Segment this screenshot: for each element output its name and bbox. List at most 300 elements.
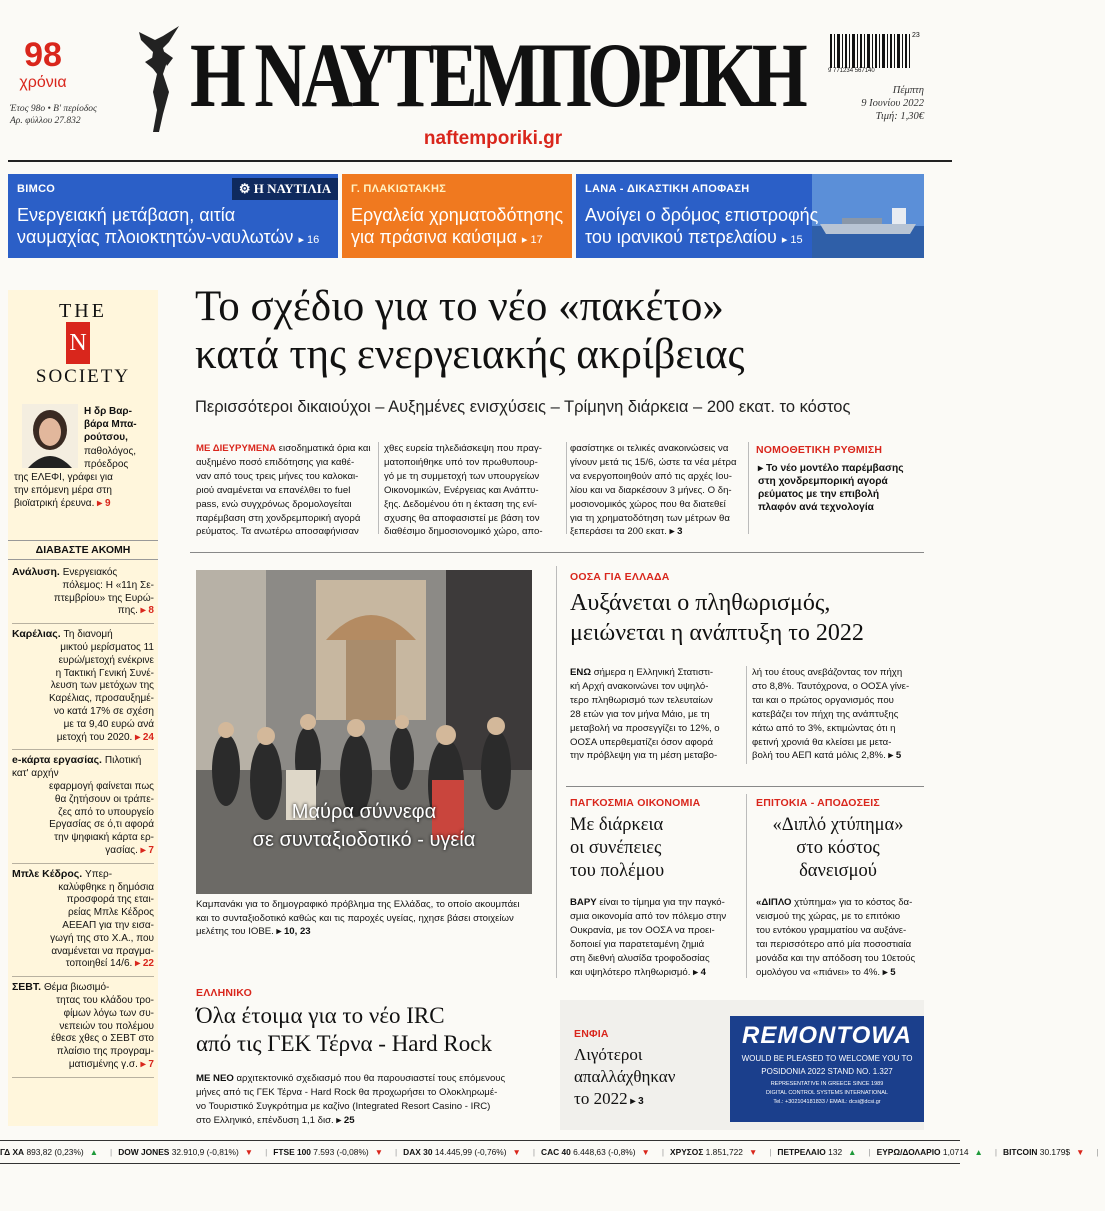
body-line xyxy=(756,896,924,910)
line-text: παρέμβαση στη χονδρεμπορική αγορά xyxy=(196,512,361,524)
line-text: την πρόβλεψη για τη μέση μεταβο- xyxy=(570,750,718,762)
item-line xyxy=(12,894,154,907)
page-ref: ▸ 16 xyxy=(298,234,320,246)
panel-line-text: για πράσινα καύσιμα xyxy=(351,227,517,247)
body-line xyxy=(570,966,740,980)
ticker-item xyxy=(541,1147,656,1157)
page-ref: ▸ 4 xyxy=(690,966,706,978)
item-lead: e-κάρτα εργασίας. xyxy=(12,754,105,767)
rates-body xyxy=(756,896,924,979)
line-text: και το συνταξιοδοτικό καθώς και τις παροχές υγείας, ηχησε βάσει στοιχείων xyxy=(196,912,514,924)
ticker-separator: | xyxy=(661,1147,665,1157)
panel-line xyxy=(351,226,563,251)
line-text: για τη χρηματοδότηση των μέτρων θα xyxy=(570,512,730,524)
legislation-blurb xyxy=(758,462,928,514)
headline-line xyxy=(574,1088,724,1113)
enfia-headline[interactable] xyxy=(574,1044,724,1113)
panel-line: Εργαλεία χρηματοδότησης xyxy=(351,205,564,225)
item-line xyxy=(12,868,154,882)
headline-line xyxy=(752,814,924,837)
body-line xyxy=(756,910,924,924)
lead-word: ΜΕ ΝΕΟ xyxy=(196,1073,237,1084)
ticker-value: 893,82 (0,23%) xyxy=(26,1147,84,1157)
line-text: ζες από το υπουργείο xyxy=(58,806,154,818)
line-text: ομολόγου να «πιάνει» το 4%. xyxy=(756,966,881,978)
society-line xyxy=(14,418,154,431)
body-line xyxy=(384,484,560,498)
overlay-line: σε συνταξιοδοτικό - υγεία xyxy=(252,829,476,851)
body-line xyxy=(570,442,746,456)
headline-line xyxy=(574,1044,724,1066)
ticker-item xyxy=(877,1147,989,1157)
line-text: ▸ Το νέο μοντέλο παρέμβασης xyxy=(758,463,904,474)
body-line xyxy=(570,525,746,539)
line-text: μονάδα και την απόδοση του 10ετούς xyxy=(756,952,916,964)
ticker-item xyxy=(670,1147,763,1157)
ticker-name: ΕΥΡΩ/ΔΟΛΑΡΙΟ xyxy=(876,1147,943,1157)
item-line xyxy=(12,1033,154,1046)
photo-caption xyxy=(196,898,532,939)
column-divider xyxy=(566,442,567,534)
item-line xyxy=(12,981,154,995)
line-text: σήμερα η Ελληνική Στατιστι- xyxy=(593,667,714,678)
top-panel-fuels[interactable] xyxy=(342,174,572,258)
line-text: 28 ετών για τον μήνα Μάιο, με τη xyxy=(570,708,710,720)
line-text: νεπειών του πολέμου xyxy=(59,1020,154,1032)
line-text: ΟΟΣΑ υπερθεματίζει όσον αφορά xyxy=(570,736,714,748)
main-subheadline: Περισσότεροι δικαιούχοι – Αυξημένες ενισχύσεις – Τρίμηνη διάρκεια – 200 εκατ. το κόστος xyxy=(195,398,851,416)
line-text: κή Αρχή ανακοινώνει τον υψηλό- xyxy=(570,680,709,692)
item-lead: Ανάλυση. xyxy=(12,566,63,578)
body-line xyxy=(196,484,372,498)
oecd-headline[interactable] xyxy=(570,588,930,648)
ad-line: WOULD BE PLEASED TO WELCOME YOU TO xyxy=(741,1054,913,1063)
ticker-value: 1.851,722 xyxy=(705,1147,743,1157)
item-line xyxy=(12,1021,154,1034)
society-blurb xyxy=(14,405,154,511)
side-line xyxy=(758,501,928,514)
down-arrow-icon: ▼ xyxy=(244,1147,254,1157)
line-text: πτεμβρίου» της Ευρώ- xyxy=(53,592,154,604)
top-panel-iran-oil[interactable] xyxy=(576,174,924,258)
line-text: στη διεθνή αλυσίδα τροφοδοσίας xyxy=(570,952,710,964)
body-line xyxy=(384,512,560,526)
line-text: ξεπεράσει τα 200 εκατ. xyxy=(570,526,667,538)
line-text: του εντόκου γραμματίου να αυξάνε- xyxy=(756,924,907,936)
item-line xyxy=(12,819,154,832)
hellinikon-headline-line: από τις ΓΕΚ Τέρνα - Hard Rock xyxy=(196,1031,492,1056)
ad-line: REPRESENTATIVE IN GREECE SINCE 1989 xyxy=(770,1081,884,1087)
remontowa-ad[interactable] xyxy=(730,1016,924,1122)
ad-line: POSIDONIA 2022 STAND NO. 1.327 xyxy=(761,1067,893,1076)
line-text: πλαφόν ανά τεχνολογία xyxy=(758,502,874,513)
line-text: οι συνέπειες xyxy=(570,838,662,858)
column-divider xyxy=(746,794,747,978)
column-divider xyxy=(378,442,379,534)
enfia-label: ΕΝΦΙΑ xyxy=(574,1028,609,1040)
item-line xyxy=(12,680,154,693)
line-text: μετοχή του 2020. xyxy=(56,731,133,743)
ticker-name: CAC 40 xyxy=(541,1147,574,1157)
down-arrow-icon: ▼ xyxy=(1076,1147,1085,1157)
body-line xyxy=(196,1072,544,1086)
line-text: μικτού μερίσματος 11 xyxy=(60,641,154,653)
line-text: την επόμενη μέρα στη xyxy=(14,485,112,497)
body-line xyxy=(752,749,924,763)
body-line xyxy=(752,694,924,708)
hellinikon-headline[interactable] xyxy=(196,1002,552,1058)
headline-line xyxy=(752,837,924,860)
ticker-item xyxy=(118,1147,259,1157)
side-line xyxy=(758,488,928,501)
ticker-value: 30.179$ xyxy=(1039,1147,1071,1157)
ticker-item xyxy=(0,1147,104,1157)
society-line xyxy=(14,471,154,484)
line-text: Θέμα βιωσιμό- xyxy=(43,982,110,994)
page-ref: ▸ 22 xyxy=(132,958,154,970)
panel-label: LANA - ΔΙΚΑΣΤΙΚΗ ΑΠΟΦΑΣΗ xyxy=(585,183,750,195)
panel-line-text: ναυμαχίας πλοιοκτητών-ναυλωτών xyxy=(17,227,294,247)
section-divider xyxy=(190,552,924,553)
line-text: του πολέμου xyxy=(570,861,665,881)
body-line xyxy=(196,498,372,512)
read-more-item[interactable] xyxy=(12,562,154,624)
ticker-value: 6.448,63 (-0,8%) xyxy=(573,1147,636,1157)
panel-text xyxy=(17,204,319,251)
body-line xyxy=(384,498,560,512)
line-text: έθεσε χθες ο ΣΕΒΤ στο xyxy=(51,1033,154,1045)
line-text: Τη διανομή xyxy=(63,629,113,641)
body-line xyxy=(196,512,372,526)
body-line xyxy=(196,1114,544,1128)
line-text: ρούτσου, xyxy=(84,432,128,444)
line-text: πης. xyxy=(117,605,138,617)
item-line xyxy=(12,882,154,895)
line-text: στο Ελληνικό, επένδυση 1,1 δισ. xyxy=(196,1114,334,1126)
item-line xyxy=(12,566,154,580)
tanker-ship-icon xyxy=(812,174,924,258)
line-text: pass, ενώ συγχρόνως δρομολογείται xyxy=(196,498,352,510)
item-line xyxy=(12,794,154,807)
line-text: θα ζητήσουν οι τράπε- xyxy=(54,793,154,805)
overlay-line: Μαύρα σύννεφα xyxy=(291,801,437,823)
line-text: αυξημένο ποσό επιδότησης για καθέ- xyxy=(196,456,355,468)
line-text: και υψηλότερο πληθωρισμό. xyxy=(570,966,691,978)
item-line xyxy=(12,693,154,706)
body-line xyxy=(752,666,924,680)
panel-text xyxy=(585,204,818,251)
line-text: βάρα Μπα- xyxy=(84,419,137,431)
body-line xyxy=(570,924,740,938)
body-line xyxy=(752,736,924,750)
society-logo-the: THE xyxy=(59,300,107,322)
line-text: νεισμού της χώρας, με το επιτόκιο xyxy=(756,910,901,922)
ticker-value: 1,0714 xyxy=(942,1147,969,1157)
item-line xyxy=(12,655,154,668)
page-ref: ▸ 15 xyxy=(781,234,803,246)
line-text: εφαρμογή φαίνεται πως xyxy=(49,780,154,792)
street-photo[interactable] xyxy=(196,570,532,894)
item-line xyxy=(12,946,154,959)
item-line xyxy=(12,1008,154,1021)
down-arrow-icon: ▼ xyxy=(512,1147,521,1157)
society-line xyxy=(14,431,154,444)
line-text: νο κατά 17% σε σχέση xyxy=(53,705,154,717)
line-text: φετινή χρονιά θα κλείσει με μετα- xyxy=(752,736,892,748)
ticker-separator: | xyxy=(769,1147,772,1157)
line-text: λίου και να διαρκέσουν 3 μήνες. Ο δη- xyxy=(570,484,732,496)
lead-word: «ΔΙΠΛΟ xyxy=(756,897,795,908)
up-arrow-icon: ▲ xyxy=(974,1147,983,1157)
ticker-value: 132 xyxy=(828,1147,843,1157)
body-line xyxy=(752,708,924,722)
line-text: δανεισμού xyxy=(799,861,877,881)
line-text: με τα 9,40 ευρώ ανά xyxy=(63,718,154,730)
panel-line xyxy=(17,226,319,251)
item-line xyxy=(12,706,154,719)
body-line xyxy=(756,938,924,952)
line-text: αρχιτεκτονικό σχεδιασμό που θα παρουσιαστεί τους επόμενους xyxy=(236,1073,506,1084)
ad-line: Tel.: +302104181833 / EMAIL: dcsi@dcsi.gr xyxy=(773,1099,881,1105)
nautilia-badge: ⚙ Η ΝΑΥΤΙΛΙΑ xyxy=(232,178,338,200)
line-text: Πιλοτική κατ' αρχήν xyxy=(12,755,142,780)
ticker-value: 14.445,99 (-0,76%) xyxy=(434,1147,507,1157)
market-ticker xyxy=(0,1140,1099,1164)
body-line xyxy=(570,722,740,736)
oecd-col1 xyxy=(570,666,740,763)
ticker-value: 7.593 (-0,08%) xyxy=(313,1147,369,1157)
issue-year: Έτος 98ο • Β' περίοδος xyxy=(10,104,97,114)
headline-line xyxy=(570,860,738,883)
ticker-separator: | xyxy=(532,1147,536,1157)
line-text: ΑΕΕΑΠ για την εισα- xyxy=(62,919,154,931)
read-more-list xyxy=(12,562,154,1078)
body-line xyxy=(196,1100,544,1114)
line-text: το 2022 xyxy=(574,1089,628,1108)
item-line xyxy=(12,719,154,732)
line-text: σμια οικονομία από τον πόλεμο στην xyxy=(570,910,727,922)
page-ref: ▸ 5 xyxy=(880,966,896,978)
issue-date: 9 Ιουνίου 2022 xyxy=(861,98,924,109)
ad-brand: REMONTOWA xyxy=(742,1022,912,1049)
line-text: τητας του κλάδου τρο- xyxy=(56,994,154,1006)
ticker-name: ΠΕΤΡΕΛΑΙΟ xyxy=(777,1147,829,1157)
world-headline[interactable] xyxy=(570,814,738,883)
down-arrow-icon: ▼ xyxy=(641,1147,650,1157)
line-text: χθες ευρεία τηλεδιάσκεψη που πραγ- xyxy=(384,443,542,454)
line-text: λευση των μετόχων της xyxy=(50,680,154,692)
line-text: βολή του ΑΕΠ κατά μόλις 2,8%. xyxy=(752,750,886,762)
body-line xyxy=(196,525,372,539)
line-text: Ενεργειακός xyxy=(62,567,118,578)
barcode-side-number: 23 xyxy=(912,32,920,39)
caption-line xyxy=(196,898,532,912)
item-line xyxy=(12,754,154,781)
down-arrow-icon: ▼ xyxy=(748,1147,758,1157)
main-headline-line: Το σχέδιο για το νέο «πακέτο» xyxy=(195,283,724,330)
ticker-value: 32.910,9 (-0,81%) xyxy=(171,1147,239,1157)
line-text: την ψηφιακή κάρτα ερ- xyxy=(54,832,154,844)
panel-label: BIMCO xyxy=(17,183,56,195)
line-text: φίμων λόγω των συ- xyxy=(63,1007,154,1019)
anniversary-label: χρόνια xyxy=(19,74,67,91)
item-line xyxy=(12,1059,154,1072)
society-line xyxy=(14,405,154,418)
caption-line xyxy=(196,912,532,926)
body-line xyxy=(196,442,372,456)
ticker-item xyxy=(777,1147,862,1157)
item-line xyxy=(12,605,154,618)
line-text: μήνες από τις ΓΕΚ Τέρνα - Hard Rock θα προχωρήσει το Ολοκληρωμέ- xyxy=(196,1086,498,1098)
line-text: προσφορά της εται- xyxy=(66,894,154,906)
line-text: «Διπλό χτύπημα» xyxy=(772,815,904,835)
header-divider xyxy=(8,160,952,162)
ticker-name: ΧΡΥΣΟΣ xyxy=(670,1147,706,1157)
oecd-label: ΟΟΣΑ ΓΙΑ ΕΛΛΑΔΑ xyxy=(570,571,670,583)
item-line xyxy=(12,628,154,642)
main-story-col2 xyxy=(384,442,560,539)
item-line xyxy=(12,958,154,971)
body-line xyxy=(570,666,740,680)
ad-line: DIGITAL CONTROL SYSTEMS INTERNATIONAL xyxy=(766,1090,888,1096)
ticker-name: FTSE 100 xyxy=(273,1147,314,1157)
line-text: αναμένεται να πραγμα- xyxy=(51,945,154,957)
body-line xyxy=(570,484,746,498)
anniversary-number: 98 xyxy=(24,36,62,74)
ticker-separator: | xyxy=(868,1147,871,1157)
lead-word: ΜΕ ΔΙΕΥΡΥΜΕΝΑ xyxy=(196,443,279,454)
read-more-item[interactable] xyxy=(12,750,154,863)
line-text: τερο πληθωρισμό των τελευταίων xyxy=(570,694,713,706)
rates-headline[interactable] xyxy=(752,814,924,883)
panel-line xyxy=(585,226,818,251)
line-text: ρείας Μπλε Κέδρος xyxy=(68,907,154,919)
item-line xyxy=(12,845,154,858)
body-line xyxy=(570,952,740,966)
body-line xyxy=(196,1086,544,1100)
page-ref: ▸ 17 xyxy=(521,234,543,246)
line-text: ριού αναμένεται να επανέλθει το fuel xyxy=(196,484,351,496)
item-lead: Μπλε Κέδρος. xyxy=(12,867,86,880)
line-text: στη χονδρεμπορική αγορά xyxy=(758,476,888,487)
line-text: απαλλάχθηκαν xyxy=(574,1067,676,1086)
item-lead: Καρέλιας. xyxy=(12,628,64,641)
line-text: Η δρ Βαρ- xyxy=(84,406,132,417)
caption-line xyxy=(196,925,532,939)
line-text: Λιγότεροι xyxy=(574,1045,643,1064)
line-text: καλύφθηκε η δημόσια xyxy=(58,881,154,893)
body-line xyxy=(570,470,746,484)
ticker-name: ΓΔ ΧΑ xyxy=(0,1147,27,1157)
line-text: παθολόγος, xyxy=(84,445,137,457)
item-line xyxy=(12,642,154,655)
body-line xyxy=(384,525,560,539)
page-ref: ▸ 10, 23 xyxy=(273,926,311,937)
ticker-item xyxy=(1003,1147,1090,1157)
column-divider xyxy=(556,566,557,978)
line-text: Καμπανάκι για το δημογραφικό πρόβλημα της Ελλάδας, το οποίο ακουμπάει xyxy=(196,899,520,910)
body-line xyxy=(752,680,924,694)
oecd-headline-line: μειώνεται η ανάπτυξη το 2022 xyxy=(570,620,864,646)
item-line xyxy=(12,832,154,845)
item-line xyxy=(12,933,154,946)
item-line xyxy=(12,668,154,681)
body-line xyxy=(570,736,740,750)
page-ref: ▸ 3 xyxy=(666,526,683,538)
body-line xyxy=(570,456,746,470)
page-ref: ▸ 8 xyxy=(137,605,154,617)
line-text: να ενεργοποιηθούν από τις αρχές Ιου- xyxy=(570,470,732,482)
line-text: ται περισσότερο από μία ποσοστιαία xyxy=(756,938,912,950)
body-line xyxy=(196,456,372,470)
hermes-logo-icon xyxy=(133,22,189,134)
line-text: δοποιεί για παρατεταμένη ζημιά xyxy=(570,938,705,950)
line-text: γίνουν μετά τις 15/6, ώστε τα νέα μέτρα xyxy=(570,456,737,468)
page-ref: ▸ 7 xyxy=(137,844,154,856)
line-text: Ουκρανία, με τον ΟΟΣΑ να προει- xyxy=(570,924,715,936)
read-more-item[interactable] xyxy=(12,624,154,750)
barcode-icon xyxy=(828,34,926,68)
oecd-headline-line: Αυξάνεται ο πληθωρισμός, xyxy=(570,590,831,616)
society-line xyxy=(14,484,154,497)
main-story-col3 xyxy=(570,442,746,539)
main-headline-line: κατά της ενεργειακής ακρίβειας xyxy=(195,331,745,378)
line-text: ευρώ/μετοχή ενέκρινε xyxy=(58,654,154,666)
website-link[interactable]: naftemporiki.gr xyxy=(423,128,563,149)
up-arrow-icon: ▲ xyxy=(848,1147,857,1157)
panel-line: Ενεργειακή μετάβαση, αιτία xyxy=(17,205,236,225)
item-line xyxy=(12,995,154,1008)
rates-label: ΕΠΙΤΟΚΙΑ - ΑΠΟΔΟΣΕΙΣ xyxy=(756,797,880,809)
line-text: πλαίσιο της προγραμ- xyxy=(56,1046,154,1058)
ticker-separator: | xyxy=(110,1147,113,1157)
main-headline[interactable] xyxy=(195,283,935,379)
panel-text xyxy=(351,204,563,251)
column-divider xyxy=(746,666,747,764)
line-text: ματοποιήθηκε υπό τον πρωθυπουρ- xyxy=(384,456,538,468)
side-line xyxy=(758,462,928,475)
ticker-item xyxy=(273,1147,389,1157)
issue-number: Αρ. φύλλου 27.832 xyxy=(10,116,81,126)
hellinikon-label: ΕΛΛΗΝΙΚΟ xyxy=(196,987,252,999)
line-text: κάτω από το 3%, εκτιμώντας ότι η xyxy=(752,722,896,734)
nautilia-badge-text: Η ΝΑΥΤΙΛΙΑ xyxy=(253,181,332,196)
body-line xyxy=(756,966,924,980)
line-text: στο 8,8%. Ταυτόχρονα, ο ΟΟΣΑ γίνε- xyxy=(752,680,910,692)
line-text: διαθέσιμο δημοσιονομικό χώρο, απο- xyxy=(384,526,543,538)
body-line xyxy=(570,938,740,952)
headline-line xyxy=(574,1066,724,1088)
line-text: μοσιονομικός χώρος που θα διατεθεί xyxy=(570,498,726,510)
body-line xyxy=(752,722,924,736)
photo-overlay-title xyxy=(196,798,532,854)
line-text: γωγή της στο Χ.Α., που xyxy=(50,932,154,944)
read-more-item[interactable] xyxy=(12,864,154,977)
line-text: νο Τουριστικό Συγκρότημα με καζίνο (Integrated Resort Casino - IRC) xyxy=(196,1100,491,1112)
top-panel-shipping[interactable] xyxy=(8,174,338,258)
line-text: ται και ο πρώτος οργανισμός που xyxy=(752,694,894,706)
line-text: ξης. Δεδομένου ότι η έκταση της ενί- xyxy=(384,498,538,510)
body-line xyxy=(756,952,924,966)
body-line xyxy=(196,470,372,484)
item-line xyxy=(12,580,154,593)
body-line xyxy=(570,498,746,512)
item-line xyxy=(12,732,154,745)
lead-word: ΕΝΩ xyxy=(570,667,594,678)
read-more-item[interactable] xyxy=(12,977,154,1078)
line-text: ρεύματος με την επιβολή xyxy=(758,489,880,500)
world-label: ΠΑΓΚΟΣΜΙΑ ΟΙΚΟΝΟΜΙΑ xyxy=(570,797,701,809)
